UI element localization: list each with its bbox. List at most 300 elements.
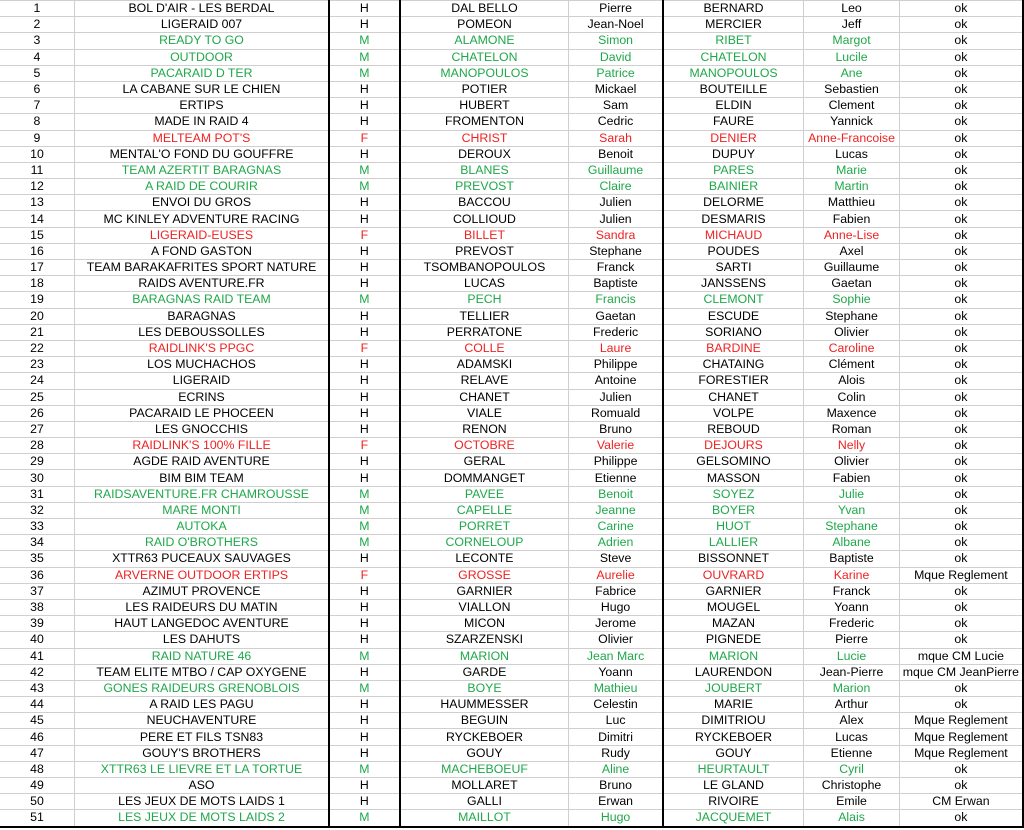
team-name-cell: ARVERNE OUTDOOR ERTIPS xyxy=(74,567,329,583)
category-cell: H xyxy=(329,405,400,421)
category-cell: M xyxy=(329,292,400,308)
row-number-cell: 33 xyxy=(0,519,74,535)
team-name-cell: LA CABANE SUR LE CHIEN xyxy=(74,81,329,97)
status-cell: ok xyxy=(899,292,1023,308)
member2-lastname-cell: GELSOMINO xyxy=(663,454,804,470)
member1-lastname-cell: MICON xyxy=(400,616,569,632)
row-number-cell: 39 xyxy=(0,616,74,632)
status-cell: ok xyxy=(899,697,1023,713)
team-name-cell: LES JEUX DE MOTS LAIDS 2 xyxy=(74,810,329,827)
category-cell: H xyxy=(329,276,400,292)
table-row xyxy=(0,454,1023,470)
status-cell: ok xyxy=(899,583,1023,599)
member2-lastname-cell: RIBET xyxy=(663,33,804,49)
member1-firstname-cell: Simon xyxy=(569,33,663,49)
category-cell: H xyxy=(329,357,400,373)
team-name-cell: RAID O'BROTHERS xyxy=(74,535,329,551)
table-row xyxy=(0,697,1023,713)
table-row xyxy=(0,729,1023,745)
table-row xyxy=(0,567,1023,583)
member2-lastname-cell: RYCKEBOER xyxy=(663,729,804,745)
member2-lastname-cell: LE GLAND xyxy=(663,778,804,794)
row-number-cell: 12 xyxy=(0,179,74,195)
row-number-cell: 49 xyxy=(0,778,74,794)
team-name-cell: XTTR63 LE LIEVRE ET LA TORTUE xyxy=(74,761,329,777)
member1-lastname-cell: TELLIER xyxy=(400,308,569,324)
member2-firstname-cell: Franck xyxy=(804,583,900,599)
category-cell: H xyxy=(329,195,400,211)
member2-lastname-cell: BAINIER xyxy=(663,179,804,195)
table-row xyxy=(0,486,1023,502)
team-name-cell: PACARAID D TER xyxy=(74,65,329,81)
status-cell: ok xyxy=(899,114,1023,130)
member1-firstname-cell: Sarah xyxy=(569,130,663,146)
category-cell: F xyxy=(329,130,400,146)
row-number-cell: 32 xyxy=(0,502,74,518)
row-number-cell: 28 xyxy=(0,438,74,454)
table-row xyxy=(0,162,1023,178)
category-cell: F xyxy=(329,438,400,454)
row-number-cell: 1 xyxy=(0,1,74,17)
row-number-cell: 17 xyxy=(0,260,74,276)
row-number-cell: 6 xyxy=(0,81,74,97)
row-number-cell: 44 xyxy=(0,697,74,713)
table-row xyxy=(0,17,1023,33)
table-row xyxy=(0,535,1023,551)
member2-lastname-cell: CLEMONT xyxy=(663,292,804,308)
member1-firstname-cell: Julien xyxy=(569,195,663,211)
team-name-cell: PERE ET FILS TSN83 xyxy=(74,729,329,745)
member2-lastname-cell: OUVRARD xyxy=(663,567,804,583)
status-cell: ok xyxy=(899,535,1023,551)
status-cell: ok xyxy=(899,632,1023,648)
member1-firstname-cell: Aline xyxy=(569,761,663,777)
table-row xyxy=(0,49,1023,65)
category-cell: F xyxy=(329,340,400,356)
member2-firstname-cell: Lucas xyxy=(804,146,900,162)
member1-firstname-cell: Valerie xyxy=(569,438,663,454)
row-number-cell: 21 xyxy=(0,324,74,340)
member2-lastname-cell: BARDINE xyxy=(663,340,804,356)
member1-lastname-cell: MARION xyxy=(400,648,569,664)
row-number-cell: 51 xyxy=(0,810,74,827)
status-cell: ok xyxy=(899,357,1023,373)
team-name-cell: LES GNOCCHIS xyxy=(74,421,329,437)
member1-lastname-cell: PREVOST xyxy=(400,243,569,259)
category-cell: M xyxy=(329,162,400,178)
row-number-cell: 45 xyxy=(0,713,74,729)
category-cell: H xyxy=(329,17,400,33)
status-cell: ok xyxy=(899,778,1023,794)
team-name-cell: NEUCHAVENTURE xyxy=(74,713,329,729)
team-name-cell: RAID NATURE 46 xyxy=(74,648,329,664)
member1-firstname-cell: Etienne xyxy=(569,470,663,486)
category-cell: H xyxy=(329,697,400,713)
member1-lastname-cell: BACCOU xyxy=(400,195,569,211)
team-name-cell: ENVOI DU GROS xyxy=(74,195,329,211)
category-cell: H xyxy=(329,470,400,486)
member2-firstname-cell: Guillaume xyxy=(804,260,900,276)
row-number-cell: 11 xyxy=(0,162,74,178)
member2-lastname-cell: GOUY xyxy=(663,745,804,761)
row-number-cell: 41 xyxy=(0,648,74,664)
member2-firstname-cell: Sophie xyxy=(804,292,900,308)
member1-firstname-cell: Yoann xyxy=(569,664,663,680)
team-name-cell: MARE MONTI xyxy=(74,502,329,518)
member2-lastname-cell: CHANET xyxy=(663,389,804,405)
member1-lastname-cell: VIALLON xyxy=(400,599,569,615)
row-number-cell: 22 xyxy=(0,340,74,356)
status-cell: ok xyxy=(899,130,1023,146)
table-row xyxy=(0,713,1023,729)
status-cell: ok xyxy=(899,243,1023,259)
row-number-cell: 43 xyxy=(0,680,74,696)
category-cell: H xyxy=(329,260,400,276)
category-cell: F xyxy=(329,567,400,583)
team-name-cell: BARAGNAS xyxy=(74,308,329,324)
row-number-cell: 35 xyxy=(0,551,74,567)
team-name-cell: ECRINS xyxy=(74,389,329,405)
row-number-cell: 30 xyxy=(0,470,74,486)
member1-lastname-cell: BEGUIN xyxy=(400,713,569,729)
member2-lastname-cell: FAURE xyxy=(663,114,804,130)
status-cell: ok xyxy=(899,551,1023,567)
status-cell: Mque Reglement xyxy=(899,745,1023,761)
table-row xyxy=(0,794,1023,810)
table-row xyxy=(0,211,1023,227)
member2-firstname-cell: Albane xyxy=(804,535,900,551)
member2-lastname-cell: GARNIER xyxy=(663,583,804,599)
status-cell: ok xyxy=(899,486,1023,502)
team-name-cell: ERTIPS xyxy=(74,98,329,114)
member1-firstname-cell: Benoit xyxy=(569,486,663,502)
member1-lastname-cell: CAPELLE xyxy=(400,502,569,518)
table-row xyxy=(0,81,1023,97)
member2-firstname-cell: Anne-Lise xyxy=(804,227,900,243)
team-name-cell: RAIDLINK'S 100% FILLE xyxy=(74,438,329,454)
member2-lastname-cell: MOUGEL xyxy=(663,599,804,615)
table-row xyxy=(0,114,1023,130)
table-row xyxy=(0,130,1023,146)
table-row xyxy=(0,389,1023,405)
table-row xyxy=(0,599,1023,615)
member2-firstname-cell: Jeff xyxy=(804,17,900,33)
member1-lastname-cell: GARNIER xyxy=(400,583,569,599)
member1-lastname-cell: POTIER xyxy=(400,81,569,97)
member2-firstname-cell: Stephane xyxy=(804,308,900,324)
status-cell: mque CM Lucie xyxy=(899,648,1023,664)
member2-lastname-cell: DESMARIS xyxy=(663,211,804,227)
member1-lastname-cell: GERAL xyxy=(400,454,569,470)
member1-firstname-cell: Dimitri xyxy=(569,729,663,745)
member2-lastname-cell: HEURTAULT xyxy=(663,761,804,777)
member1-lastname-cell: DAL BELLO xyxy=(400,1,569,17)
member1-lastname-cell: MOLLARET xyxy=(400,778,569,794)
member2-firstname-cell: Lucie xyxy=(804,648,900,664)
member2-firstname-cell: Nelly xyxy=(804,438,900,454)
member1-firstname-cell: Guillaume xyxy=(569,162,663,178)
status-cell: ok xyxy=(899,195,1023,211)
team-name-cell: LIGERAID xyxy=(74,373,329,389)
member1-firstname-cell: Baptiste xyxy=(569,276,663,292)
member2-firstname-cell: Matthieu xyxy=(804,195,900,211)
member1-lastname-cell: CHANET xyxy=(400,389,569,405)
member2-lastname-cell: JANSSENS xyxy=(663,276,804,292)
member1-firstname-cell: Steve xyxy=(569,551,663,567)
status-cell: ok xyxy=(899,502,1023,518)
member1-lastname-cell: BLANES xyxy=(400,162,569,178)
status-cell: ok xyxy=(899,810,1023,827)
category-cell: H xyxy=(329,243,400,259)
table-row xyxy=(0,616,1023,632)
member2-lastname-cell: ELDIN xyxy=(663,98,804,114)
category-cell: H xyxy=(329,146,400,162)
member1-firstname-cell: Aurelie xyxy=(569,567,663,583)
member2-lastname-cell: SOYEZ xyxy=(663,486,804,502)
member1-lastname-cell: GROSSE xyxy=(400,567,569,583)
category-cell: H xyxy=(329,729,400,745)
category-cell: H xyxy=(329,1,400,17)
row-number-cell: 26 xyxy=(0,405,74,421)
category-cell: M xyxy=(329,33,400,49)
member1-firstname-cell: David xyxy=(569,49,663,65)
team-name-cell: TEAM AZERTIT BARAGNAS xyxy=(74,162,329,178)
category-cell: M xyxy=(329,680,400,696)
table-row xyxy=(0,551,1023,567)
status-cell: ok xyxy=(899,599,1023,615)
status-cell: ok xyxy=(899,324,1023,340)
member2-lastname-cell: JACQUEMET xyxy=(663,810,804,827)
status-cell: ok xyxy=(899,162,1023,178)
category-cell: M xyxy=(329,519,400,535)
member2-lastname-cell: DELORME xyxy=(663,195,804,211)
row-number-cell: 25 xyxy=(0,389,74,405)
member1-firstname-cell: Franck xyxy=(569,260,663,276)
member1-lastname-cell: DEROUX xyxy=(400,146,569,162)
member2-firstname-cell: Maxence xyxy=(804,405,900,421)
table-row xyxy=(0,470,1023,486)
member2-lastname-cell: CHATAING xyxy=(663,357,804,373)
status-cell: ok xyxy=(899,340,1023,356)
member1-lastname-cell: POMEON xyxy=(400,17,569,33)
category-cell: H xyxy=(329,599,400,615)
status-cell: Mque Reglement xyxy=(899,567,1023,583)
category-cell: H xyxy=(329,632,400,648)
member2-lastname-cell: MARION xyxy=(663,648,804,664)
member2-firstname-cell: Pierre xyxy=(804,632,900,648)
table-row xyxy=(0,65,1023,81)
status-cell: ok xyxy=(899,438,1023,454)
member1-firstname-cell: Gaetan xyxy=(569,308,663,324)
table-row xyxy=(0,421,1023,437)
member1-lastname-cell: CHRIST xyxy=(400,130,569,146)
status-cell: ok xyxy=(899,260,1023,276)
table-row xyxy=(0,179,1023,195)
member2-lastname-cell: MAZAN xyxy=(663,616,804,632)
member1-firstname-cell: Romuald xyxy=(569,405,663,421)
member2-firstname-cell: Etienne xyxy=(804,745,900,761)
member2-firstname-cell: Ane xyxy=(804,65,900,81)
category-cell: M xyxy=(329,761,400,777)
row-number-cell: 40 xyxy=(0,632,74,648)
row-number-cell: 37 xyxy=(0,583,74,599)
team-name-cell: ASO xyxy=(74,778,329,794)
status-cell: ok xyxy=(899,373,1023,389)
member1-lastname-cell: RYCKEBOER xyxy=(400,729,569,745)
member1-lastname-cell: RELAVE xyxy=(400,373,569,389)
team-name-cell: GONES RAIDEURS GRENOBLOIS xyxy=(74,680,329,696)
member2-firstname-cell: Roman xyxy=(804,421,900,437)
member1-firstname-cell: Cedric xyxy=(569,114,663,130)
member2-firstname-cell: Stephane xyxy=(804,519,900,535)
team-name-cell: AZIMUT PROVENCE xyxy=(74,583,329,599)
status-cell: ok xyxy=(899,211,1023,227)
table-row xyxy=(0,583,1023,599)
member1-firstname-cell: Jean Marc xyxy=(569,648,663,664)
category-cell: H xyxy=(329,583,400,599)
status-cell: ok xyxy=(899,276,1023,292)
status-cell: mque CM JeanPierre xyxy=(899,664,1023,680)
row-number-cell: 5 xyxy=(0,65,74,81)
member1-lastname-cell: CORNELOUP xyxy=(400,535,569,551)
table-row xyxy=(0,438,1023,454)
team-name-cell: PACARAID LE PHOCEEN xyxy=(74,405,329,421)
member2-firstname-cell: Marie xyxy=(804,162,900,178)
team-name-cell: MC KINLEY ADVENTURE RACING xyxy=(74,211,329,227)
row-number-cell: 2 xyxy=(0,17,74,33)
status-cell: ok xyxy=(899,179,1023,195)
member2-firstname-cell: Karine xyxy=(804,567,900,583)
row-number-cell: 18 xyxy=(0,276,74,292)
member1-firstname-cell: Stephane xyxy=(569,243,663,259)
category-cell: H xyxy=(329,211,400,227)
category-cell: H xyxy=(329,389,400,405)
member1-firstname-cell: Julien xyxy=(569,211,663,227)
row-number-cell: 8 xyxy=(0,114,74,130)
member1-lastname-cell: COLLE xyxy=(400,340,569,356)
member2-lastname-cell: MICHAUD xyxy=(663,227,804,243)
member2-firstname-cell: Alex xyxy=(804,713,900,729)
team-name-cell: LIGERAID-EUSES xyxy=(74,227,329,243)
team-name-cell: A FOND GASTON xyxy=(74,243,329,259)
member2-firstname-cell: Gaetan xyxy=(804,276,900,292)
member1-lastname-cell: LECONTE xyxy=(400,551,569,567)
member1-lastname-cell: RENON xyxy=(400,421,569,437)
member2-lastname-cell: CHATELON xyxy=(663,49,804,65)
member1-lastname-cell: CHATELON xyxy=(400,49,569,65)
member1-firstname-cell: Philippe xyxy=(569,454,663,470)
member1-lastname-cell: PAVEE xyxy=(400,486,569,502)
row-number-cell: 20 xyxy=(0,308,74,324)
category-cell: H xyxy=(329,778,400,794)
member2-firstname-cell: Yannick xyxy=(804,114,900,130)
status-cell: ok xyxy=(899,616,1023,632)
category-cell: H xyxy=(329,324,400,340)
category-cell: H xyxy=(329,713,400,729)
team-name-cell: AGDE RAID AVENTURE xyxy=(74,454,329,470)
member1-firstname-cell: Luc xyxy=(569,713,663,729)
table-row xyxy=(0,502,1023,518)
member1-firstname-cell: Jean-Noel xyxy=(569,17,663,33)
member1-firstname-cell: Patrice xyxy=(569,65,663,81)
team-name-cell: TEAM ELITE MTBO / CAP OXYGENE xyxy=(74,664,329,680)
member1-lastname-cell: HAUMMESSER xyxy=(400,697,569,713)
status-cell: ok xyxy=(899,98,1023,114)
member2-firstname-cell: Leo xyxy=(804,1,900,17)
member2-lastname-cell: DIMITRIOU xyxy=(663,713,804,729)
member2-lastname-cell: BOYER xyxy=(663,502,804,518)
table-row xyxy=(0,778,1023,794)
member2-firstname-cell: Caroline xyxy=(804,340,900,356)
member2-firstname-cell: Christophe xyxy=(804,778,900,794)
member1-lastname-cell: ALAMONE xyxy=(400,33,569,49)
member1-lastname-cell: VIALE xyxy=(400,405,569,421)
row-number-cell: 4 xyxy=(0,49,74,65)
category-cell: H xyxy=(329,114,400,130)
member1-lastname-cell: SZARZENSKI xyxy=(400,632,569,648)
member2-lastname-cell: RIVOIRE xyxy=(663,794,804,810)
member1-lastname-cell: DOMMANGET xyxy=(400,470,569,486)
team-name-cell: LES DAHUTS xyxy=(74,632,329,648)
team-name-cell: A RAID DE COURIR xyxy=(74,179,329,195)
status-cell: ok xyxy=(899,389,1023,405)
member2-lastname-cell: MARIE xyxy=(663,697,804,713)
status-cell: ok xyxy=(899,1,1023,17)
member1-lastname-cell: OCTOBRE xyxy=(400,438,569,454)
member2-firstname-cell: Clément xyxy=(804,357,900,373)
team-name-cell: LES JEUX DE MOTS LAIDS 1 xyxy=(74,794,329,810)
category-cell: H xyxy=(329,81,400,97)
member1-firstname-cell: Claire xyxy=(569,179,663,195)
member1-firstname-cell: Frederic xyxy=(569,324,663,340)
table-row xyxy=(0,98,1023,114)
member1-lastname-cell: MANOPOULOS xyxy=(400,65,569,81)
member1-firstname-cell: Rudy xyxy=(569,745,663,761)
category-cell: M xyxy=(329,65,400,81)
status-cell: Mque Reglement xyxy=(899,729,1023,745)
status-cell: ok xyxy=(899,680,1023,696)
member1-lastname-cell: COLLIOUD xyxy=(400,211,569,227)
table-row xyxy=(0,340,1023,356)
row-number-cell: 13 xyxy=(0,195,74,211)
member2-firstname-cell: Emile xyxy=(804,794,900,810)
row-number-cell: 38 xyxy=(0,599,74,615)
row-number-cell: 10 xyxy=(0,146,74,162)
member2-firstname-cell: Fabien xyxy=(804,470,900,486)
member1-firstname-cell: Jeanne xyxy=(569,502,663,518)
member1-firstname-cell: Fabrice xyxy=(569,583,663,599)
table-row xyxy=(0,519,1023,535)
member2-lastname-cell: HUOT xyxy=(663,519,804,535)
table-row xyxy=(0,405,1023,421)
member2-firstname-cell: Fabien xyxy=(804,211,900,227)
member2-lastname-cell: MERCIER xyxy=(663,17,804,33)
member2-lastname-cell: LAURENDON xyxy=(663,664,804,680)
team-name-cell: RAIDS AVENTURE.FR xyxy=(74,276,329,292)
status-cell: ok xyxy=(899,17,1023,33)
row-number-cell: 31 xyxy=(0,486,74,502)
member1-lastname-cell: PREVOST xyxy=(400,179,569,195)
category-cell: H xyxy=(329,745,400,761)
member2-lastname-cell: PARES xyxy=(663,162,804,178)
member2-lastname-cell: POUDES xyxy=(663,243,804,259)
team-name-cell: RAIDLINK'S PPGC xyxy=(74,340,329,356)
member1-firstname-cell: Bruno xyxy=(569,778,663,794)
status-cell: ok xyxy=(899,470,1023,486)
member2-firstname-cell: Alais xyxy=(804,810,900,827)
member1-firstname-cell: Adrien xyxy=(569,535,663,551)
member2-firstname-cell: Baptiste xyxy=(804,551,900,567)
